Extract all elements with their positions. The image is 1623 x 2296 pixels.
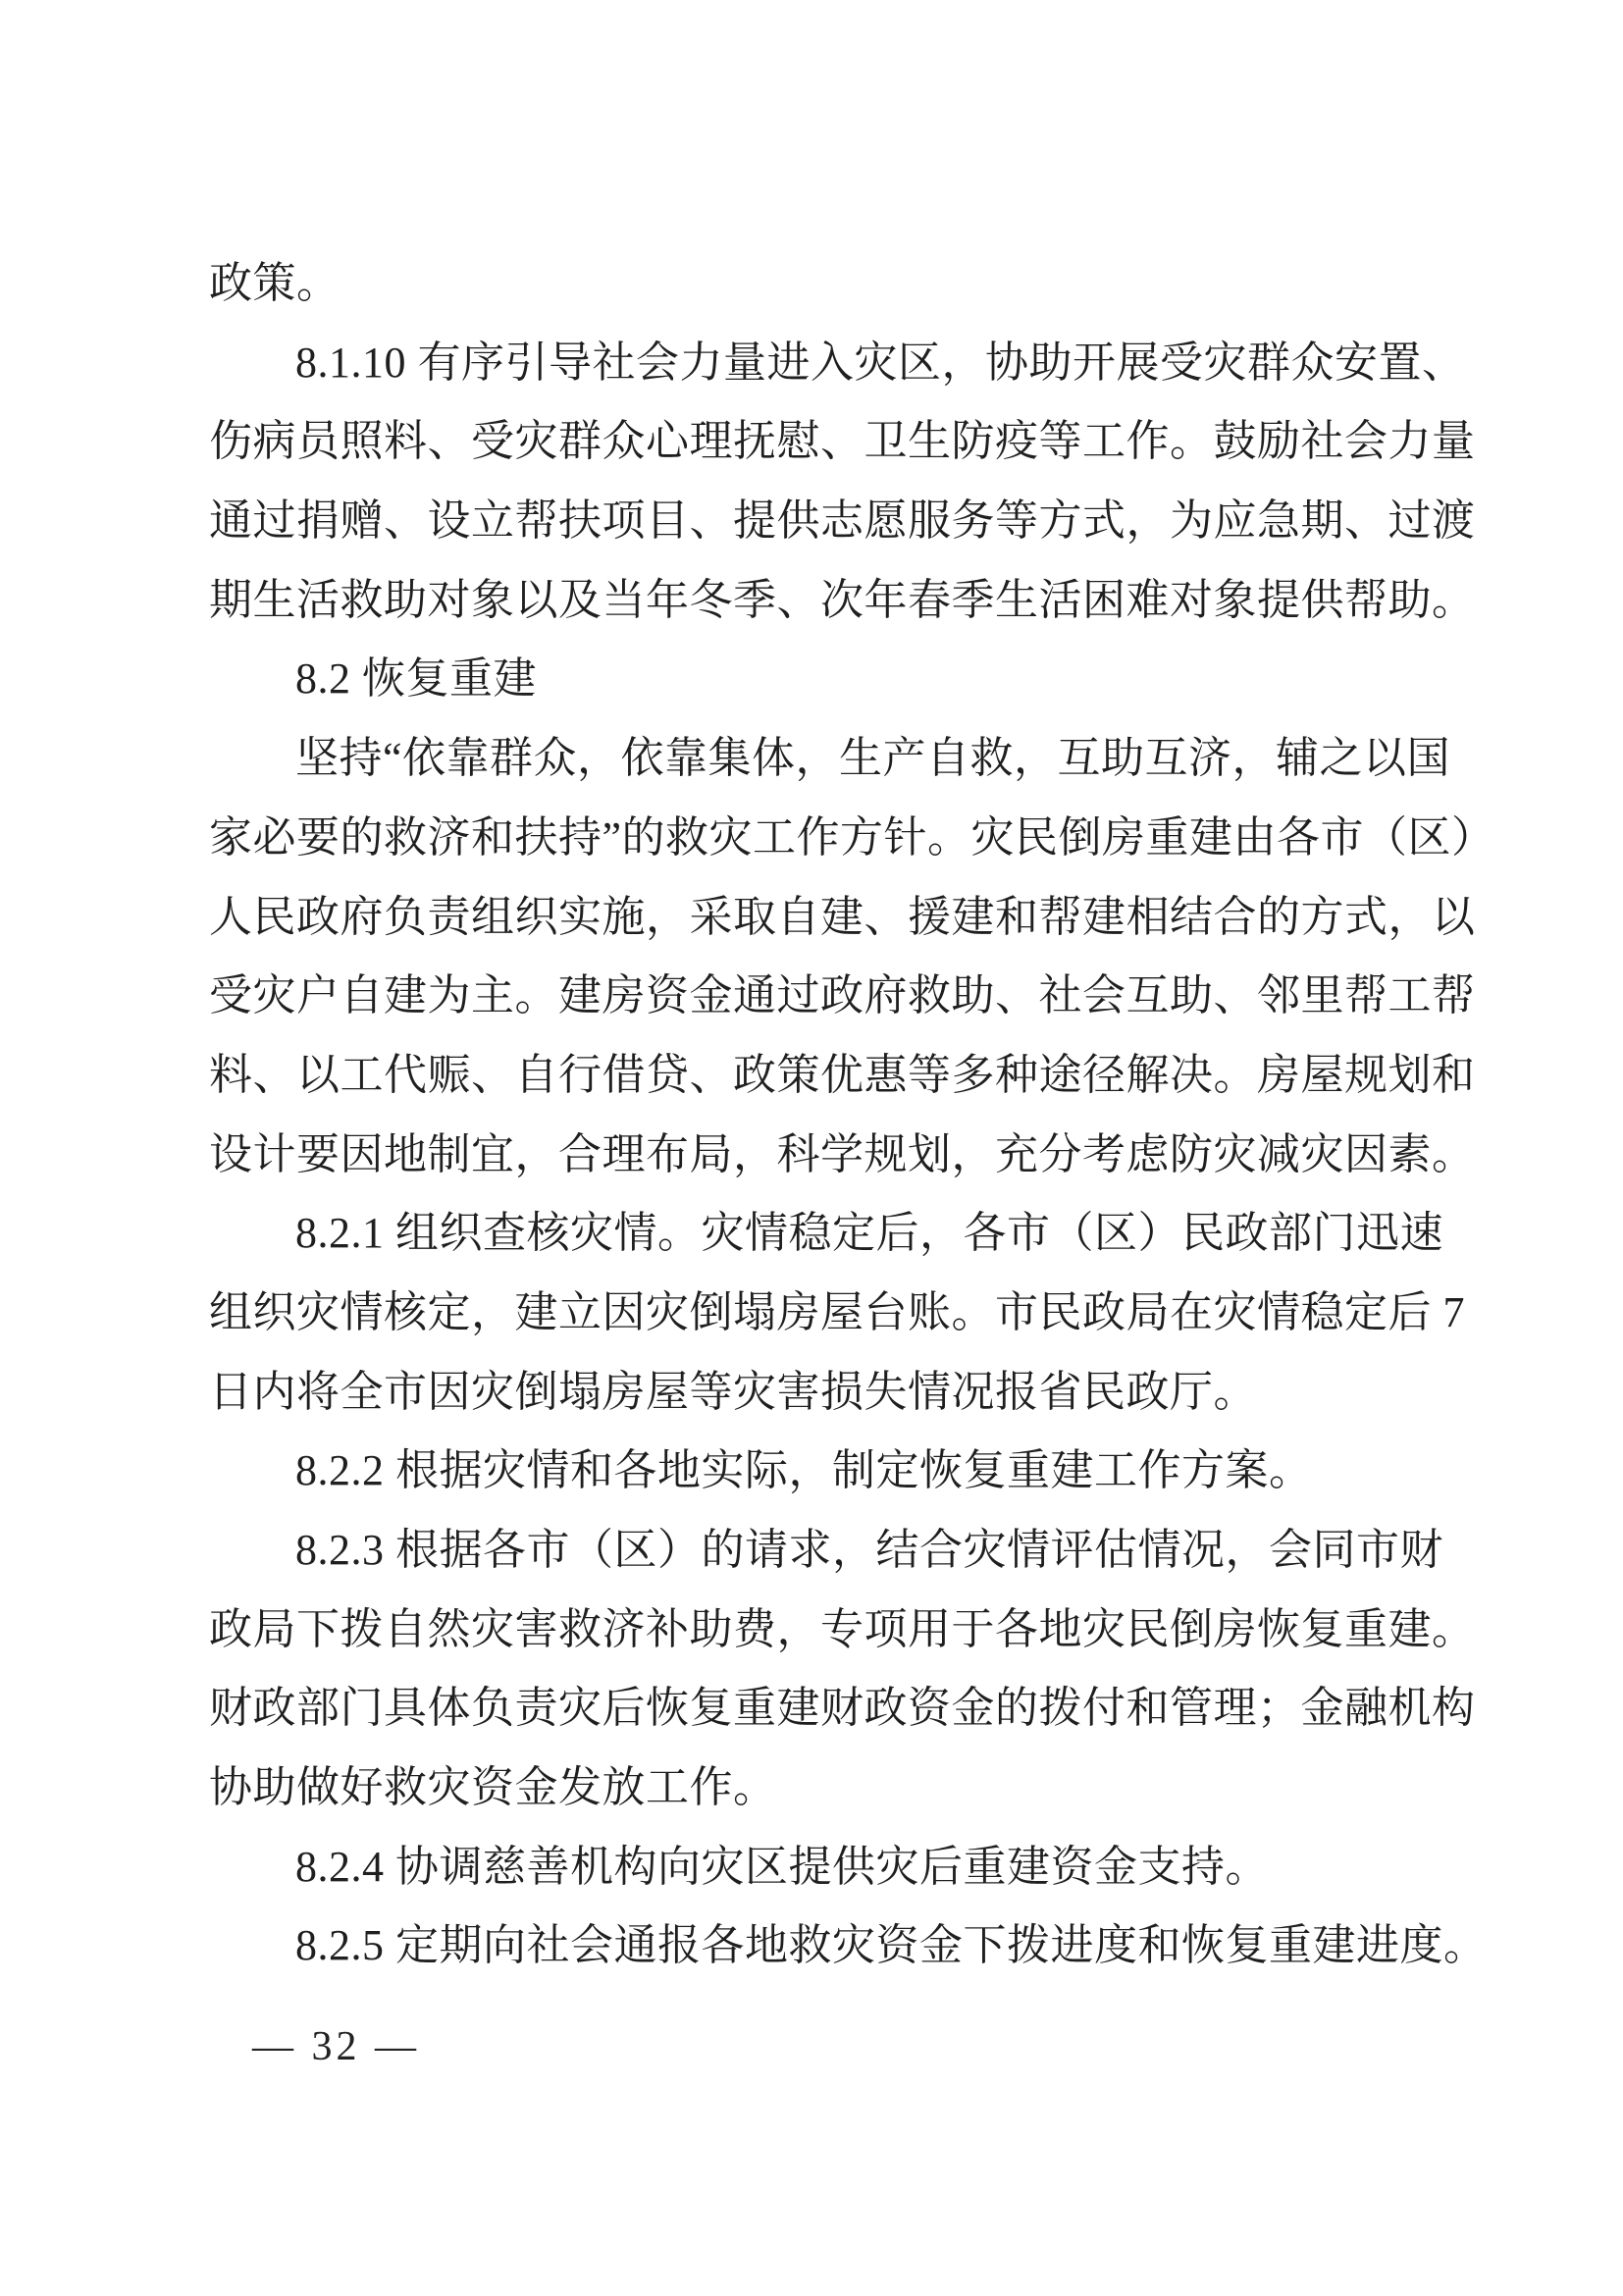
page-footer bbox=[252, 2024, 420, 2069]
text-line-section-8-1-10: 8.1.10 有序引导社会力量进入灾区，协助开展受灾群众安置、 bbox=[295, 338, 1466, 387]
text-line: 期生活救助对象以及当年冬季、次年春季生活困难对象提供帮助。 bbox=[209, 575, 1476, 624]
document-body bbox=[209, 244, 1494, 1986]
text-line-section-8-2-3: 8.2.3 根据各市（区）的请求，结合灾情评估情况，会同市财 bbox=[295, 1526, 1443, 1574]
text-line: 通过捐赠、设立帮扶项目、提供志愿服务等方式，为应急期、过渡 bbox=[209, 496, 1476, 546]
text-line: 日内将全市因灾倒塌房屋等灾害损失情况报省民政厅。 bbox=[209, 1367, 1257, 1416]
text-line: 财政部门具体负责灾后恢复重建财政资金的拨付和管理；金融机构 bbox=[209, 1684, 1476, 1733]
page-number: — 32 — bbox=[252, 2024, 420, 2069]
text-line-section-8-2-1: 8.2.1 组织查核灾情。灾情稳定后，各市（区）民政部门迅速 bbox=[295, 1209, 1443, 1258]
text-line: 受灾户自建为主。建房资金通过政府救助、社会互助、邻里帮工帮 bbox=[209, 971, 1476, 1020]
text-line-section-8-2-heading: 8.2 恢复重建 bbox=[295, 654, 537, 704]
text-line: 家必要的救济和扶持”的救灾工作方针。灾民倒房重建由各市（区） bbox=[209, 812, 1495, 861]
text-line: 组织灾情核定，建立因灾倒塌房屋台账。市民政局在灾情稳定后 7 bbox=[209, 1287, 1465, 1336]
text-line: 坚持“依靠群众，依靠集体，生产自救，互助互济，辅之以国 bbox=[295, 734, 1451, 783]
text-line: 人民政府负责组织实施，采取自建、援建和帮建相结合的方式，以 bbox=[209, 892, 1476, 941]
text-line: 伤病员照料、受灾群众心理抚慰、卫生防疫等工作。鼓励社会力量 bbox=[209, 417, 1476, 466]
text-line-section-8-2-4: 8.2.4 协调慈善机构向灾区提供灾后重建资金支持。 bbox=[295, 1842, 1269, 1891]
text-line: 政局下拨自然灾害救济补助费，专项用于各地灾民倒房恢复重建。 bbox=[209, 1604, 1476, 1653]
text-line-section-8-2-5: 8.2.5 定期向社会通报各地救灾资金下拨进度和恢复重建进度。 bbox=[295, 1921, 1488, 1970]
text-line: 政策。 bbox=[209, 259, 340, 307]
text-line: 料、以工代赈、自行借贷、政策优惠等多种途径解决。房屋规划和 bbox=[209, 1050, 1476, 1099]
text-line: 协助做好救灾资金发放工作。 bbox=[209, 1763, 777, 1812]
text-line: 设计要因地制宜，合理布局，科学规划，充分考虑防灾减灾因素。 bbox=[209, 1129, 1476, 1178]
text-line-section-8-2-2: 8.2.2 根据灾情和各地实际，制定恢复重建工作方案。 bbox=[295, 1446, 1313, 1495]
